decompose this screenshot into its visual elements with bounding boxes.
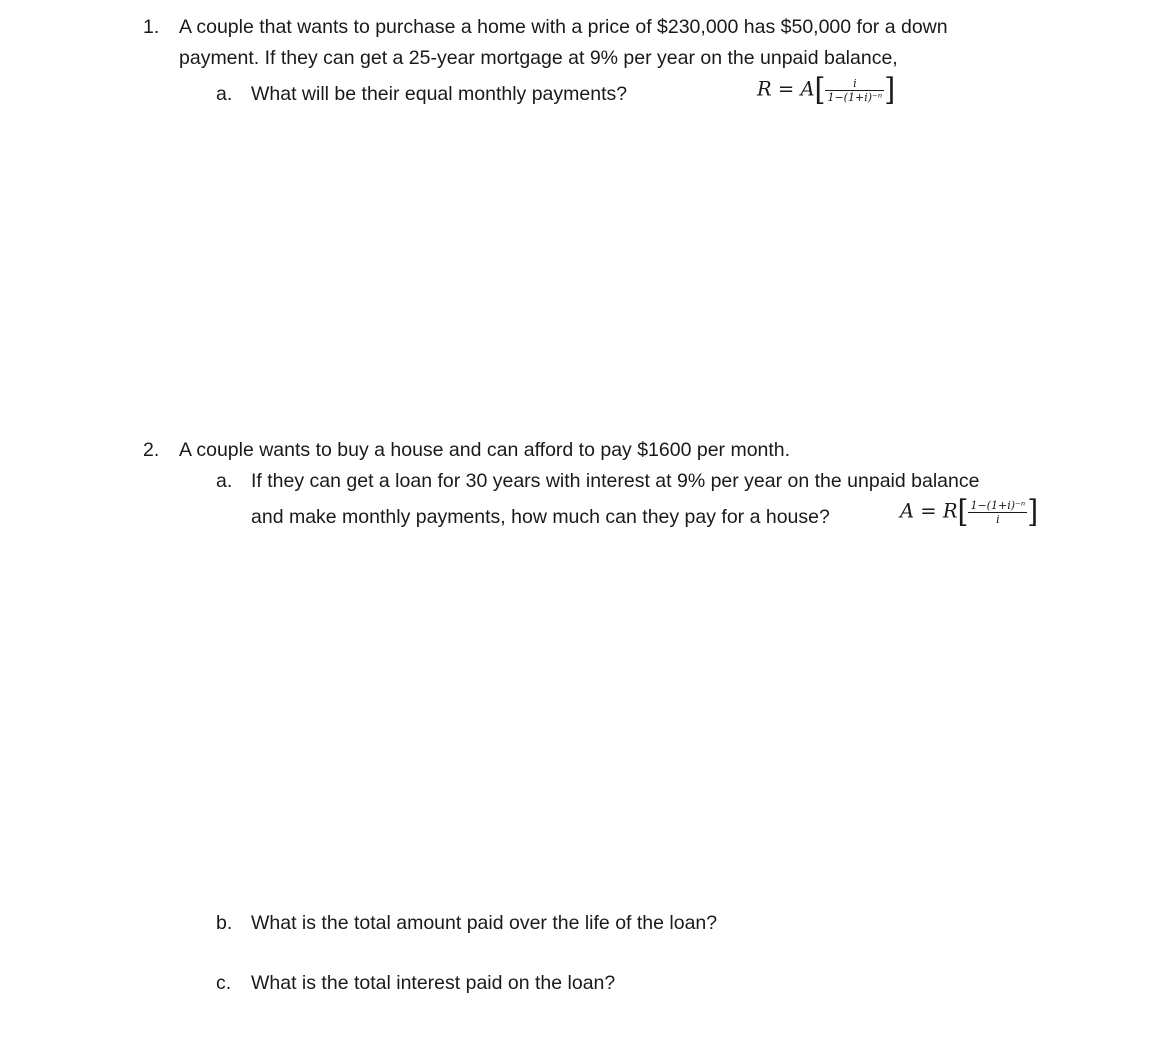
formula-denominator: 1−(1+i)⁻ⁿ xyxy=(827,90,883,104)
right-bracket: ] xyxy=(1027,493,1039,530)
left-bracket: [ xyxy=(957,493,969,530)
right-bracket: ] xyxy=(884,71,896,108)
question-2a-line-1: If they can get a loan for 30 years with interest at 9% per year on the unpaid balance xyxy=(251,470,980,492)
question-2b-label: b. xyxy=(216,912,233,934)
formula-fraction xyxy=(968,499,1027,526)
formula-numerator: 1−(1+i)⁻ⁿ xyxy=(970,498,1026,512)
question-2-number: 2. xyxy=(143,439,160,461)
formula-lhs: A xyxy=(900,499,915,523)
question-1-line-1: A couple that wants to purchase a home with a price of $230,000 has $50,000 for a down xyxy=(179,16,948,38)
left-bracket: [ xyxy=(814,71,826,108)
question-1a-label: a. xyxy=(216,83,233,105)
formula-coef: R xyxy=(942,499,958,523)
question-1-line-2: payment. If they can get a 25-year mortgage at 9% per year on the unpaid balance, xyxy=(179,47,898,69)
formula-denominator: i xyxy=(996,512,1000,526)
formula-lhs: R xyxy=(757,77,772,101)
formula-numerator: i xyxy=(825,77,884,91)
formula-coef: A xyxy=(800,77,815,101)
formula-equals: = xyxy=(777,77,795,101)
formula-fraction xyxy=(825,77,884,104)
question-1a-text: What will be their equal monthly payments? xyxy=(251,83,628,105)
question-2a-label: a. xyxy=(216,470,233,492)
formula-equals: = xyxy=(920,499,937,523)
present-value-formula xyxy=(900,493,1039,530)
question-1-number: 1. xyxy=(143,16,160,38)
payment-formula xyxy=(757,71,896,108)
question-2b-text: What is the total amount paid over the life of the loan? xyxy=(251,912,718,934)
question-2a-line-2: and make monthly payments, how much can they pay for a house? xyxy=(251,506,830,528)
question-2c-text: What is the total interest paid on the loan? xyxy=(251,972,616,994)
question-2c-label: c. xyxy=(216,972,232,994)
question-2-line-1: A couple wants to buy a house and can afford to pay $1600 per month. xyxy=(179,439,791,461)
